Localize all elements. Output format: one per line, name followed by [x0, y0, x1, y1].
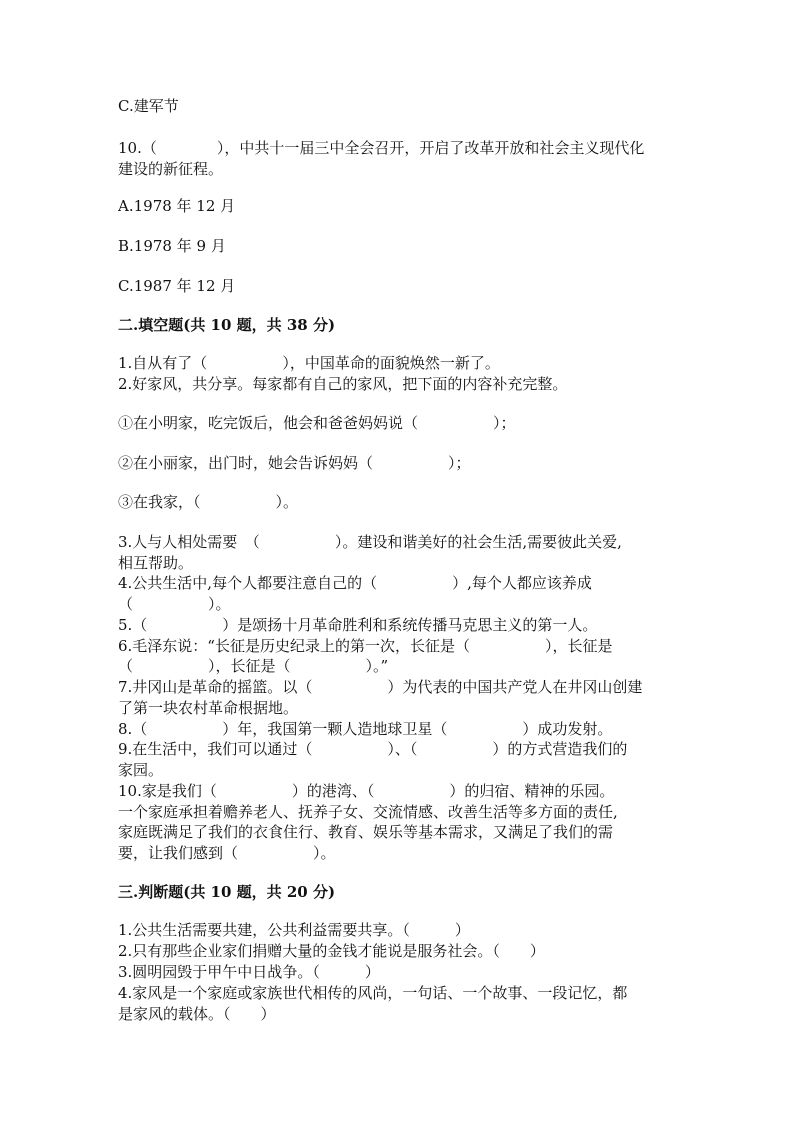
- fill-7-line1: 7.井冈山是革命的摇篮。以（ ）为代表的中国共产党人在井冈山创建: [118, 678, 643, 696]
- judge-1: 1.公共生活需要共建，公共利益需要共享。（ ）: [118, 921, 470, 939]
- fill-9-line1: 9.在生活中，我们可以通过（ ）、（ ）的方式营造我们的: [118, 740, 628, 758]
- judge-4-line1: 4.家风是一个家庭或家族世代相传的风尚，一句话、一个故事、一段记忆，都: [118, 984, 628, 1002]
- option-10a: A.1978 年 12 月: [118, 197, 236, 215]
- option-10c-prev: C.建军节: [118, 97, 179, 115]
- fill-10-line4: 要，让我们感到（ ）。: [118, 844, 336, 862]
- fill-6-line2: （ ），长征是（ ）。”: [118, 657, 389, 675]
- section-2-heading: 二.填空题(共 10 题，共 38 分): [118, 316, 336, 334]
- section-3-heading: 三.判断题(共 10 题，共 20 分): [118, 883, 336, 901]
- fill-10-line2: 一个家庭承担着赡养老人、抚养子女、交流情感、改善生活等多方面的责任,: [118, 803, 618, 821]
- fill-10-line1: 10.家是我们（ ）的港湾、（ ）的归宿、精神的乐园。: [118, 782, 615, 800]
- fill-2-3: ③在我家，（ ）。: [118, 493, 299, 511]
- fill-1: 1.自从有了（ ），中国革命的面貌焕然一新了。: [118, 354, 500, 372]
- fill-4-line1: 4.公共生活中,每个人都要注意自己的（ ）,每个人都应该养成: [118, 574, 592, 592]
- fill-2-1: ①在小明家，吃完饭后，他会和爸爸妈妈说（ ）；: [118, 414, 516, 432]
- question-10-line2: 建设的新征程。: [118, 160, 224, 178]
- judge-4-line2: 是家风的载体。（ ）: [118, 1005, 276, 1023]
- fill-4-line2: （ ）。: [118, 595, 231, 613]
- fill-8: 8.（ ）年，我国第一颗人造地球卫星（ ）成功发射。: [118, 720, 613, 738]
- fill-3-line2: 相互帮助。: [118, 554, 194, 572]
- fill-2-2: ②在小丽家，出门时，她会告诉妈妈（ ）；: [118, 454, 471, 472]
- fill-3-line1: 3.人与人相处需要 （ ）。建设和谐美好的社会生活,需要彼此关爱,: [118, 533, 622, 551]
- question-10-line1: 10.（ ），中共十一届三中全会召开，开启了改革开放和社会主义现代化: [118, 139, 645, 157]
- fill-2: 2.好家风，共分享。每家都有自己的家风，把下面的内容补充完整。: [118, 375, 568, 393]
- option-10c: C.1987 年 12 月: [118, 277, 236, 295]
- fill-10-line3: 家庭既满足了我们的衣食住行、教育、娱乐等基本需求，又满足了我们的需: [118, 823, 614, 841]
- fill-6-line1: 6.毛泽东说：“长征是历史纪录上的第一次，长征是（ ），长征是: [118, 637, 613, 655]
- fill-5: 5.（ ）是颂扬十月革命胜利和系统传播马克思主义的第一人。: [118, 616, 598, 634]
- fill-7-line2: 了第一块农村革命根据地。: [118, 699, 299, 717]
- fill-9-line2: 家园。: [118, 761, 164, 779]
- judge-2: 2.只有那些企业家们捐赠大量的金钱才能说是服务社会。（ ）: [118, 942, 545, 960]
- judge-3: 3.圆明园毁于甲午中日战争。（ ）: [118, 963, 380, 981]
- option-10b: B.1978 年 9 月: [118, 237, 226, 255]
